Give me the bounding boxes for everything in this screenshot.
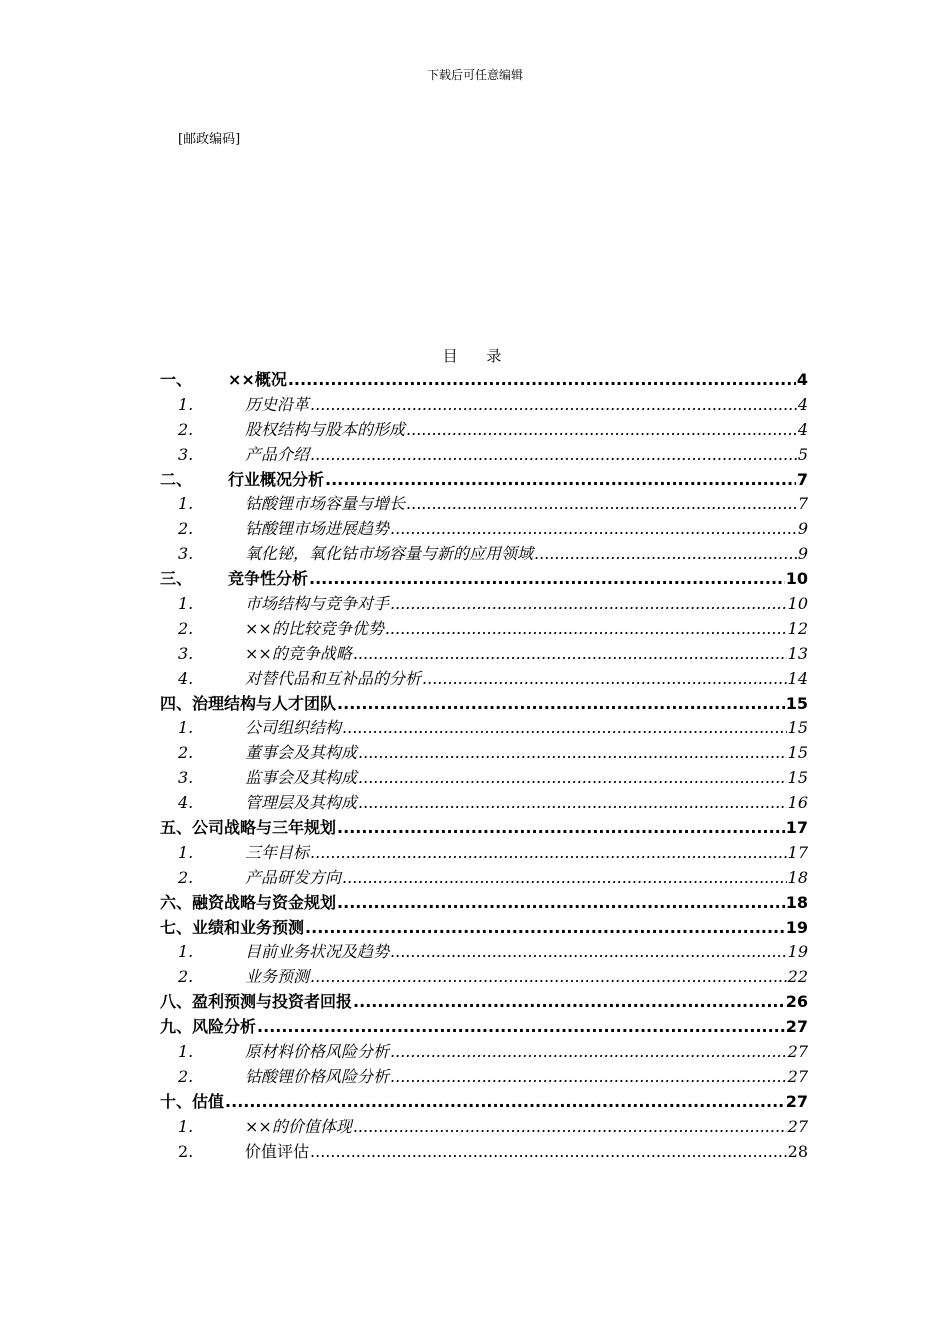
- toc-page-number: 28: [787, 1141, 808, 1161]
- toc-entry-title: 三年目标: [245, 842, 310, 862]
- toc-chapter-entry[interactable]: [160, 368, 808, 393]
- toc-section-entry[interactable]: [160, 841, 808, 866]
- toc-entry-title: 历史沿革: [245, 394, 310, 414]
- toc-section-entry[interactable]: [160, 418, 808, 443]
- toc-entry-title: ××的比较竞争优势: [245, 618, 384, 638]
- toc-entry-number: 1.: [178, 394, 194, 414]
- toc-section-entry[interactable]: [160, 617, 808, 642]
- toc-dot-leader: [225, 1090, 785, 1115]
- toc-entry-number: 3.: [178, 643, 194, 663]
- toc-page-number: 4: [797, 394, 808, 414]
- toc-page-number: 4: [796, 370, 808, 389]
- toc-entry-title: 估值: [192, 1091, 225, 1111]
- toc-dot-leader: [337, 692, 785, 717]
- toc-entry-title: 产品研发方向: [245, 867, 342, 887]
- toc-entry-title: 业务预测: [245, 967, 310, 987]
- toc-page-number: 27: [785, 1091, 808, 1111]
- toc-chapter-entry[interactable]: [160, 816, 808, 841]
- toc-section-entry[interactable]: [160, 791, 808, 816]
- toc-entry-number: 1.: [178, 942, 194, 962]
- toc-entry-title: 产品介绍: [245, 444, 310, 464]
- toc-entry-title: 风险分析: [192, 1017, 257, 1037]
- toc-dot-leader: [406, 492, 797, 517]
- toc-entry-number: 2.: [178, 743, 194, 763]
- toc-section-entry[interactable]: [160, 642, 808, 667]
- toc-section-entry[interactable]: [160, 940, 808, 965]
- toc-entry-number: 2.: [178, 1066, 194, 1086]
- toc-entry-title: 氧化铋，氧化钴市场容量与新的应用领域: [245, 544, 534, 564]
- toc-dot-leader: [325, 468, 796, 493]
- toc-section-entry[interactable]: [160, 443, 808, 468]
- toc-dot-leader: [288, 368, 796, 393]
- table-of-contents: [160, 368, 808, 1165]
- toc-page-number: 10: [785, 569, 808, 589]
- toc-dot-leader: [390, 1040, 787, 1065]
- toc-dot-leader: [390, 940, 787, 965]
- toc-page-number: 10: [787, 594, 808, 614]
- toc-entry-title: 公司组织结构: [245, 718, 342, 738]
- toc-page-number: 17: [785, 818, 808, 838]
- toc-dot-leader: [358, 766, 787, 791]
- toc-entry-title: ××概况: [228, 370, 287, 389]
- toc-page-number: 27: [787, 1116, 808, 1136]
- toc-entry-number: 九、: [160, 1017, 193, 1037]
- toc-entry-title: 监事会及其构成: [245, 768, 358, 788]
- toc-page-number: 7: [796, 469, 808, 489]
- toc-page-number: 12: [787, 618, 808, 638]
- toc-section-entry[interactable]: [160, 866, 808, 891]
- toc-entry-number: 十、: [160, 1091, 193, 1111]
- toc-page-number: 27: [787, 1042, 808, 1062]
- toc-entry-number: 1.: [178, 494, 194, 514]
- toc-dot-leader: [406, 418, 797, 443]
- toc-chapter-entry[interactable]: [160, 468, 808, 493]
- toc-entry-number: 六、: [160, 892, 193, 912]
- toc-entry-title: 钴酸锂价格风险分析: [245, 1066, 390, 1086]
- toc-section-entry[interactable]: [160, 1040, 808, 1065]
- toc-page-number: 4: [797, 419, 808, 439]
- toc-section-entry[interactable]: [160, 965, 808, 990]
- toc-entry-title: 融资战略与资金规划: [192, 892, 337, 912]
- toc-dot-leader: [337, 891, 785, 916]
- toc-entry-number: 3.: [178, 544, 194, 564]
- toc-section-entry[interactable]: [160, 492, 808, 517]
- toc-page-number: 7: [797, 494, 808, 514]
- toc-page-number: 15: [787, 768, 808, 788]
- toc-entry-number: 八、: [160, 992, 193, 1012]
- toc-chapter-entry[interactable]: [160, 692, 808, 717]
- toc-dot-leader: [337, 816, 785, 841]
- toc-section-entry[interactable]: [160, 716, 808, 741]
- toc-page-number: 18: [785, 892, 808, 912]
- toc-page-number: 9: [797, 519, 808, 539]
- toc-chapter-entry[interactable]: [160, 891, 808, 916]
- toc-dot-leader: [310, 965, 787, 990]
- toc-entry-title: 治理结构与人才团队: [192, 693, 337, 713]
- toc-entry-number: 三、: [160, 569, 193, 589]
- toc-entry-number: 四、: [160, 693, 193, 713]
- toc-entry-title: 业绩和业务预测: [192, 917, 305, 937]
- toc-entry-number: 4.: [178, 793, 194, 813]
- toc-entry-number: 1.: [178, 1116, 194, 1136]
- toc-entry-title: 盈利预测与投资者回报: [192, 992, 353, 1012]
- toc-page-number: 5: [797, 444, 808, 464]
- toc-entry-title: 管理层及其构成: [245, 793, 358, 813]
- toc-chapter-entry[interactable]: [160, 1015, 808, 1040]
- toc-chapter-entry[interactable]: [160, 990, 808, 1015]
- toc-dot-leader: [390, 517, 797, 542]
- toc-section-entry[interactable]: [160, 741, 808, 766]
- toc-page-number: 16: [787, 793, 808, 813]
- toc-dot-leader: [353, 1115, 787, 1140]
- toc-page-number: 17: [787, 842, 808, 862]
- postal-code-label: [邮政编码]: [178, 132, 241, 147]
- toc-entry-title: 市场结构与竞争对手: [245, 594, 390, 614]
- toc-dot-leader: [342, 866, 787, 891]
- toc-page-number: 27: [787, 1066, 808, 1086]
- toc-section-entry[interactable]: [160, 517, 808, 542]
- toc-page-number: 19: [785, 917, 808, 937]
- toc-dot-leader: [390, 1065, 787, 1090]
- toc-page-number: 14: [787, 668, 808, 688]
- toc-page-number: 13: [787, 643, 808, 663]
- toc-entry-number: 七、: [160, 917, 193, 937]
- toc-entry-number: 五、: [160, 818, 193, 838]
- toc-entry-title: 竞争性分析: [228, 569, 309, 589]
- toc-dot-leader: [342, 716, 787, 741]
- toc-entry-number: 2.: [178, 967, 194, 987]
- toc-entry-title: 对替代品和互补品的分析: [245, 668, 422, 688]
- toc-page-number: 15: [787, 718, 808, 738]
- page-header-note: 下载后可任意编辑: [426, 68, 523, 82]
- toc-entry-title: 目前业务状况及趋势: [245, 942, 390, 962]
- toc-section-entry[interactable]: [160, 393, 808, 418]
- toc-chapter-entry[interactable]: [160, 916, 808, 941]
- toc-chapter-entry[interactable]: [160, 567, 808, 592]
- toc-page-number: 27: [785, 1017, 808, 1037]
- toc-entry-title: 董事会及其构成: [245, 743, 358, 763]
- toc-entry-title: ××的价值体现: [245, 1116, 352, 1136]
- toc-title: 目 录: [442, 347, 514, 365]
- toc-entry-number: 2.: [178, 618, 194, 638]
- toc-section-entry[interactable]: [160, 542, 808, 567]
- toc-dot-leader: [310, 1140, 787, 1165]
- toc-dot-leader: [385, 617, 787, 642]
- toc-page-number: 9: [797, 544, 808, 564]
- toc-page-number: 22: [787, 967, 808, 987]
- toc-entry-title: 行业概况分析: [228, 469, 325, 489]
- toc-dot-leader: [353, 990, 785, 1015]
- toc-entry-number: 2.: [178, 519, 194, 539]
- toc-entry-number: 二、: [160, 469, 193, 489]
- toc-page-number: 15: [785, 693, 808, 713]
- toc-dot-leader: [353, 642, 787, 667]
- toc-page-number: 19: [787, 942, 808, 962]
- toc-dot-leader: [390, 592, 787, 617]
- toc-entry-number: 1.: [178, 842, 194, 862]
- toc-entry-number: 1.: [178, 1042, 194, 1062]
- toc-dot-leader: [310, 841, 787, 866]
- toc-dot-leader: [422, 667, 787, 692]
- toc-section-entry[interactable]: [160, 592, 808, 617]
- toc-entry-title: 钴酸锂市场容量与增长: [245, 494, 406, 514]
- toc-entry-title: 价值评估: [245, 1141, 310, 1161]
- toc-dot-leader: [257, 1015, 785, 1040]
- toc-dot-leader: [358, 791, 787, 816]
- toc-entry-number: 2.: [178, 1141, 194, 1161]
- toc-entry-title: 原材料价格风险分析: [245, 1042, 390, 1062]
- toc-page-number: 26: [785, 992, 808, 1012]
- toc-page-number: 18: [787, 867, 808, 887]
- toc-entry-number: 1.: [178, 718, 194, 738]
- toc-entry-number: 4.: [178, 668, 194, 688]
- toc-dot-leader: [310, 393, 797, 418]
- toc-entry-title: 公司战略与三年规划: [192, 818, 337, 838]
- toc-entry-number: 一、: [160, 370, 193, 389]
- toc-entry-title: 钴酸锂市场进展趋势: [245, 519, 390, 539]
- toc-dot-leader: [534, 542, 797, 567]
- toc-section-entry[interactable]: [160, 766, 808, 791]
- toc-entry-title: ××的竞争战略: [245, 643, 352, 663]
- toc-section-entry[interactable]: [160, 1115, 808, 1140]
- toc-dot-leader: [305, 916, 785, 941]
- toc-dot-leader: [358, 741, 787, 766]
- toc-dot-leader: [309, 567, 785, 592]
- toc-section-entry[interactable]: [160, 1140, 808, 1165]
- toc-section-entry[interactable]: [160, 667, 808, 692]
- toc-entry-number: 2.: [178, 867, 194, 887]
- toc-entry-number: 1.: [178, 594, 194, 614]
- toc-entry-number: 2.: [178, 419, 194, 439]
- toc-section-entry[interactable]: [160, 1065, 808, 1090]
- toc-entry-number: 3.: [178, 768, 194, 788]
- toc-entry-number: 3.: [178, 444, 194, 464]
- toc-dot-leader: [310, 443, 797, 468]
- toc-entry-title: 股权结构与股本的形成: [245, 419, 406, 439]
- toc-page-number: 15: [787, 743, 808, 763]
- toc-chapter-entry[interactable]: [160, 1090, 808, 1115]
